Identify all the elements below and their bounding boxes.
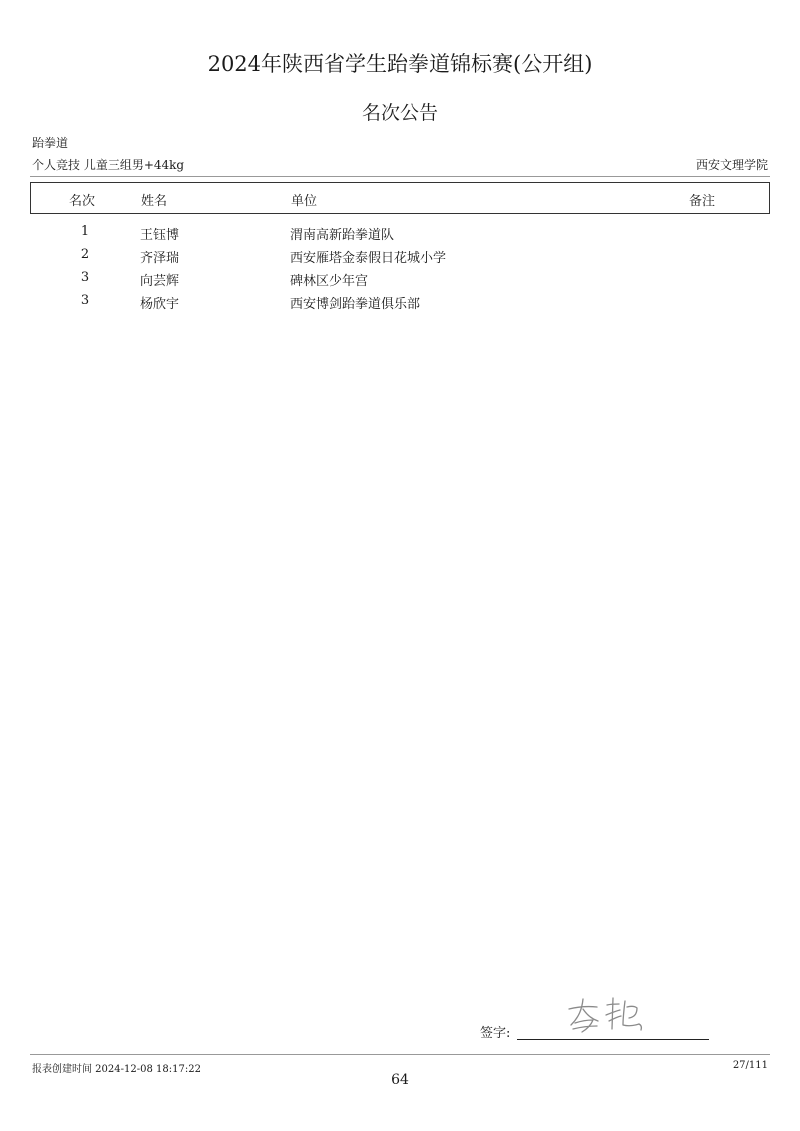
handwritten-signature (565, 995, 645, 1037)
rank-cell: 2 (80, 247, 90, 262)
venue-label: 西安文理学院 (695, 158, 768, 172)
rank-cell: 3 (80, 270, 90, 285)
rank-cell: 3 (80, 293, 90, 308)
report-created-time: 报表创建时间 2024-12-08 18:17:22 (32, 1064, 201, 1075)
event-label: 个人竞技 儿童三组男+44kg (32, 158, 185, 172)
header-divider (30, 176, 770, 177)
page-count: 27/111 (732, 1060, 768, 1071)
page-number: 64 (391, 1072, 409, 1088)
column-header-unit: 单位 (291, 194, 318, 209)
column-header-name: 姓名 (141, 194, 168, 209)
column-header-rank: 名次 (68, 194, 95, 209)
name-cell: 齐泽瑞 (140, 251, 180, 266)
unit-cell: 西安博剑跆拳道俱乐部 (290, 297, 421, 312)
unit-cell: 碑林区少年宫 (290, 274, 369, 289)
unit-cell: 西安雁塔金泰假日花城小学 (290, 251, 447, 266)
name-cell: 王钰博 (140, 228, 180, 243)
table-row (30, 224, 770, 246)
page-title: 2024年陕西省学生跆拳道锦标赛(公开组) (207, 52, 593, 76)
page-subtitle: 名次公告 (361, 102, 438, 124)
footer-divider (30, 1054, 770, 1055)
name-cell: 杨欣宇 (140, 297, 180, 312)
sport-label: 跆拳道 (32, 136, 69, 150)
table-header (30, 182, 770, 214)
signature-line (517, 1039, 709, 1040)
rank-cell: 1 (80, 224, 90, 239)
table-row (30, 270, 770, 292)
unit-cell: 渭南高新跆拳道队 (290, 228, 395, 243)
signature-label: 签字: (480, 1026, 511, 1041)
table-row (30, 247, 770, 269)
column-header-note: 备注 (689, 194, 716, 209)
table-row (30, 293, 770, 315)
name-cell: 向芸辉 (140, 274, 180, 289)
